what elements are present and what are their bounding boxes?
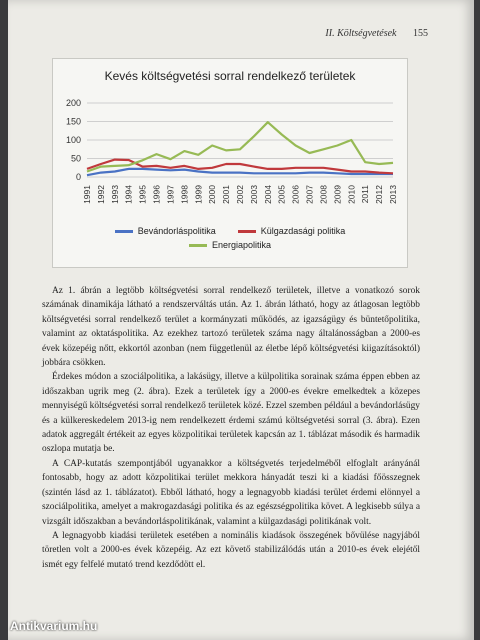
- y-tick-label: 0: [75, 172, 81, 182]
- x-tick-label: 2002: [235, 185, 245, 204]
- body-text: [42, 284, 420, 572]
- x-tick-label: 2009: [332, 185, 343, 204]
- legend-swatch: [238, 230, 256, 233]
- x-tick-label: 2005: [276, 185, 287, 204]
- y-tick-label: 100: [65, 135, 81, 145]
- legend-swatch: [115, 230, 133, 233]
- y-tick-label: 200: [65, 98, 81, 108]
- legend-item: [189, 240, 271, 250]
- legend-row: [53, 226, 407, 236]
- legend-label: Külgazdasági politika: [260, 226, 346, 236]
- running-head: [325, 28, 428, 39]
- paragraph: A legnagyobb kiadási területek esetében a nominális kiadások összegének bővülése nagyjából töretlen volt a 2000-es évek közepéig. Az ezt követő stabilizálódás után a 2010-es évek elejétől ismét egy felfelé mutató trend kezdődött el.: [42, 530, 420, 570]
- x-tick-label: 2004: [262, 185, 273, 204]
- x-tick-label: 2000: [207, 185, 218, 204]
- legend-label: Bevándorláspolitika: [137, 226, 216, 236]
- series-line: [87, 160, 393, 174]
- legend-swatch: [189, 244, 207, 247]
- x-tick-label: 1993: [109, 185, 120, 204]
- x-tick-label: 1999: [193, 185, 204, 204]
- x-tick-label: 1996: [151, 185, 162, 204]
- y-tick-label: 50: [70, 153, 81, 164]
- chart-legend: [53, 226, 407, 254]
- paragraph: Érdekes módon a szociálpolitika, a lakásügy, illetve a külpolitika sorainak száma éppen ebben az időszakban ugrik meg (2. ábra). Ezek a területek így a 2000-es évekre emelkedtek a közepes mennyiségű költségvetési sorral rendelkező területek közé. Ezzel szemben például a bevándorlásügy és a külkereskedelem 2013-ig nem rendelkezett érdemi számú költségvetési sorral (3. ábra). Ezen adatok aggregált értékeit az egyes közpolitikai területek kapcsán az 1. táblázat második és harmadik oszlopa mutatja be.: [42, 372, 420, 455]
- x-tick-label: 2008: [318, 185, 329, 204]
- x-tick-label: 1992: [95, 185, 106, 204]
- x-tick-label: 2013: [388, 185, 398, 204]
- x-tick-label: 2001: [221, 185, 232, 204]
- x-tick-label: 2006: [290, 184, 301, 204]
- chapter-title: II. Költségvetések: [325, 28, 397, 39]
- line-chart-figure: [52, 58, 408, 268]
- x-tick-label: 2012: [374, 185, 385, 204]
- x-tick-label: 1991: [82, 185, 92, 204]
- y-tick-label: 150: [65, 116, 81, 127]
- x-tick-label: 2007: [304, 185, 315, 204]
- page-number: 155: [413, 28, 428, 39]
- x-tick-label: 1997: [165, 185, 176, 204]
- chart-title: Kevés költségvetési sorral rendelkező területek: [104, 69, 356, 83]
- book-page: [8, 0, 474, 640]
- x-tick-label: 1995: [137, 185, 148, 204]
- x-tick-label: 2011: [360, 185, 371, 204]
- x-tick-label: 2003: [248, 185, 259, 204]
- legend-label: Energiapolitika: [211, 240, 272, 250]
- x-tick-label: 2010: [346, 185, 357, 204]
- x-tick-label: 1998: [179, 185, 190, 204]
- legend-item: [115, 226, 216, 236]
- x-tick-label: 1994: [123, 185, 134, 204]
- paragraph: Az 1. ábrán a legtöbb költségvetési sorral rendelkező területek, illetve a vonatkozó sorok számának dinamikája látható a rendszerváltás után. Az 1. ábrán látható, hogy az átlagosan legtöbb költségvetési sorral rendelkező terület a kormányzati működés, az igazságügy és büntetőpolitika, valamint az oktatáspolitika. Az ezekhez tartozó területek száma nagy általánosságban a 2000-es évek közepéig nőtt, ekkortól azonban (nem függetlenül az életbe lépő költségvetési kiigazításoktól) jobbára csökken.: [42, 286, 420, 369]
- paragraph: A CAP-kutatás szempontjából ugyanakkor a költségvetés terjedelméből elfoglalt arányánál fontosabb, hogy az adott közpolitikai terület mekkora hányadát teszi ki a kiadási főösszegnek (szintén lásd az 1. táblázatot). Ebből látható, hogy a legnagyobb kiadási terület érdemi elönnyel a szociálpolitika, amelyet a makrogazdasági politika és az egészségpolitika követ. A legkisebb súlya a vizsgált időszakban a bevándorláspolitikának, valamint a külgazdasági politikának volt.: [42, 458, 420, 527]
- legend-row: [53, 240, 407, 250]
- watermark: Antikvarium.hu: [10, 619, 98, 633]
- legend-item: [238, 226, 346, 236]
